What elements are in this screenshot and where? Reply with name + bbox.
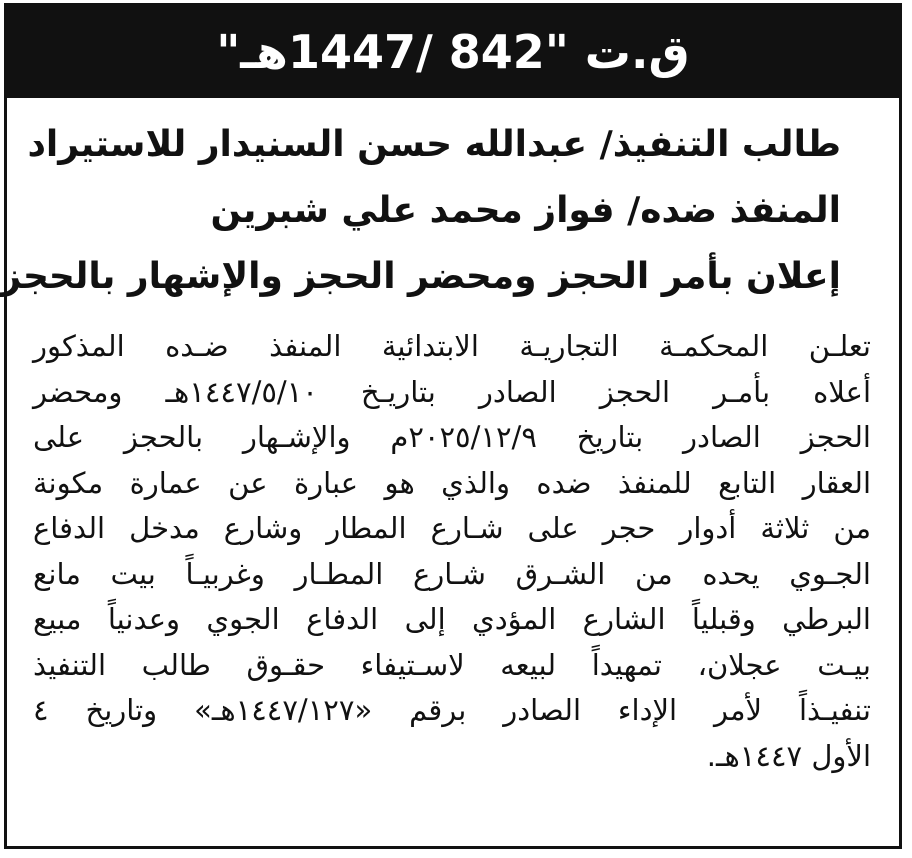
announcement-frame xyxy=(0,3,902,849)
header-bar xyxy=(7,6,899,98)
heading-notice-title: إعلان بأمر الحجز ومحضر الحجز والإشهار بالحجز xyxy=(0,256,841,297)
body-line: أعلاه بأمـر الحجز الصادر بتاريـخ ١٤٤٧/٥/١٠هـ ومحضر xyxy=(33,374,872,409)
case-number-title: ق.ت "842 /1447هـ" xyxy=(216,25,690,79)
body-line: العقار التابع للمنفذ ضده والذي هو عبارة عن عمارة مكونة xyxy=(33,465,871,500)
notice-body xyxy=(33,324,871,779)
body-line: الأول ١٤٤٧هـ. xyxy=(706,738,871,773)
body-line: من ثلاثة أدوار حجر على شـارع المطار وشارع مدخل الدفاع xyxy=(33,511,871,545)
body-line: تعلـن المحكمـة التجاريـة الابتدائية المنفذ ضـده المذكور xyxy=(33,329,871,363)
body-line: الجـوي يحده من الشـرق شـارع المطـار وغربيـاً بيت مانع xyxy=(33,556,871,591)
body-line: الحجز الصادر بتاريخ ٢٠٢٥/١٢/٩م والإشـهار بالحجز على xyxy=(33,420,871,454)
heading-applicant: طالب التنفيذ/ عبدالله حسن السنيدار للاستيراد xyxy=(27,124,841,165)
body-line: بيـت عجلان، تمهيداً لبيعه لاسـتيفاء حقـوق طالب التنفيذ xyxy=(33,647,871,682)
body-line: تنفيـذاً لأمر الإداء الصادر برقم «١٤٤٧/١٢٧هـ» وتاريخ ٤ xyxy=(33,693,871,727)
body-line: البرطي وقبلياً الشارع المؤدي إلى الدفاع الجوي وعدنياً مبيع xyxy=(33,602,871,636)
heading-respondent: المنفذ ضده/ فواز محمد علي شبرين xyxy=(210,190,841,231)
